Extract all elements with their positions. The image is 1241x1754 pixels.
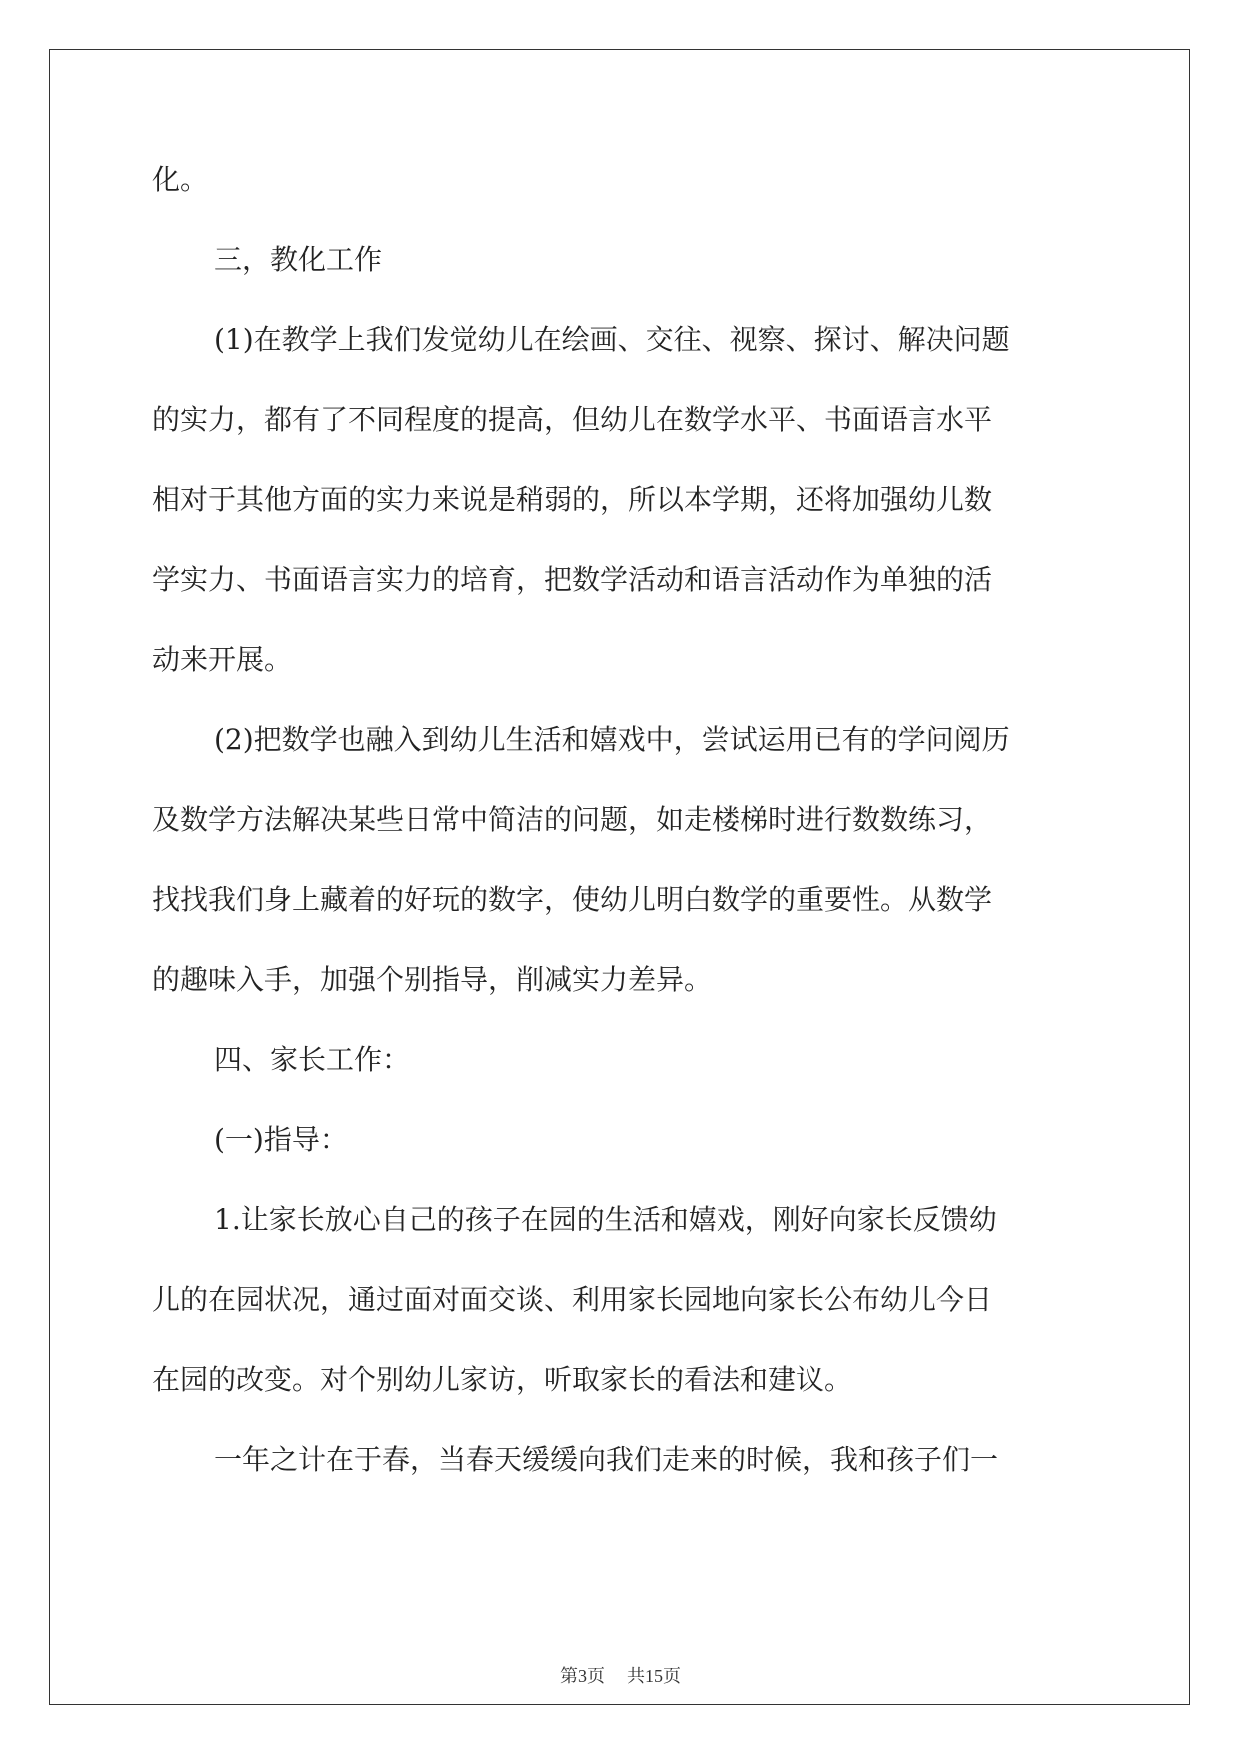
text-line: 找找我们身上藏着的好玩的数字，使幼儿明白数学的重要性。从数学 bbox=[152, 883, 993, 916]
text-line: 儿的在园状况，通过面对面交谈、利用家长园地向家长公布幼儿今日 bbox=[152, 1283, 993, 1316]
page-number: 第3页 bbox=[560, 1666, 605, 1686]
text-line: 及数学方法解决某些日常中简洁的问题，如走楼梯时进行数数练习， bbox=[152, 803, 993, 836]
page-footer bbox=[0, 1662, 1241, 1688]
text-line: 相对于其他方面的实力来说是稍弱的，所以本学期，还将加强幼儿数 bbox=[152, 483, 993, 516]
text-line: (2)把数学也融入到幼儿生活和嬉戏中，尝试运用已有的学问阅历 bbox=[214, 723, 1010, 756]
text-line: 学实力、书面语言实力的培育，把数学活动和语言活动作为单独的活 bbox=[152, 563, 993, 596]
text-line: 化。 bbox=[152, 163, 209, 196]
text-line: 在园的改变。对个别幼儿家访，听取家长的看法和建议。 bbox=[152, 1363, 853, 1396]
page-total: 共15页 bbox=[627, 1666, 681, 1686]
subsection-heading: (一)指导： bbox=[214, 1123, 348, 1156]
section-heading-3: 三，教化工作 bbox=[214, 243, 383, 276]
text-line: 的趣味入手，加强个别指导，削减实力差异。 bbox=[152, 963, 713, 996]
section-heading-4: 四、家长工作： bbox=[214, 1043, 411, 1076]
document-body bbox=[152, 158, 1092, 1518]
text-line: 动来开展。 bbox=[152, 643, 293, 676]
text-line: (1)在教学上我们发觉幼儿在绘画、交往、视察、探讨、解决问题 bbox=[214, 323, 1010, 356]
text-line: 的实力，都有了不同程度的提高，但幼儿在数学水平、书面语言水平 bbox=[152, 403, 993, 436]
text-line: 1.让家长放心自己的孩子在园的生活和嬉戏，刚好向家长反馈幼 bbox=[214, 1203, 997, 1236]
text-line: 一年之计在于春，当春天缓缓向我们走来的时候，我和孩子们一 bbox=[214, 1443, 999, 1476]
